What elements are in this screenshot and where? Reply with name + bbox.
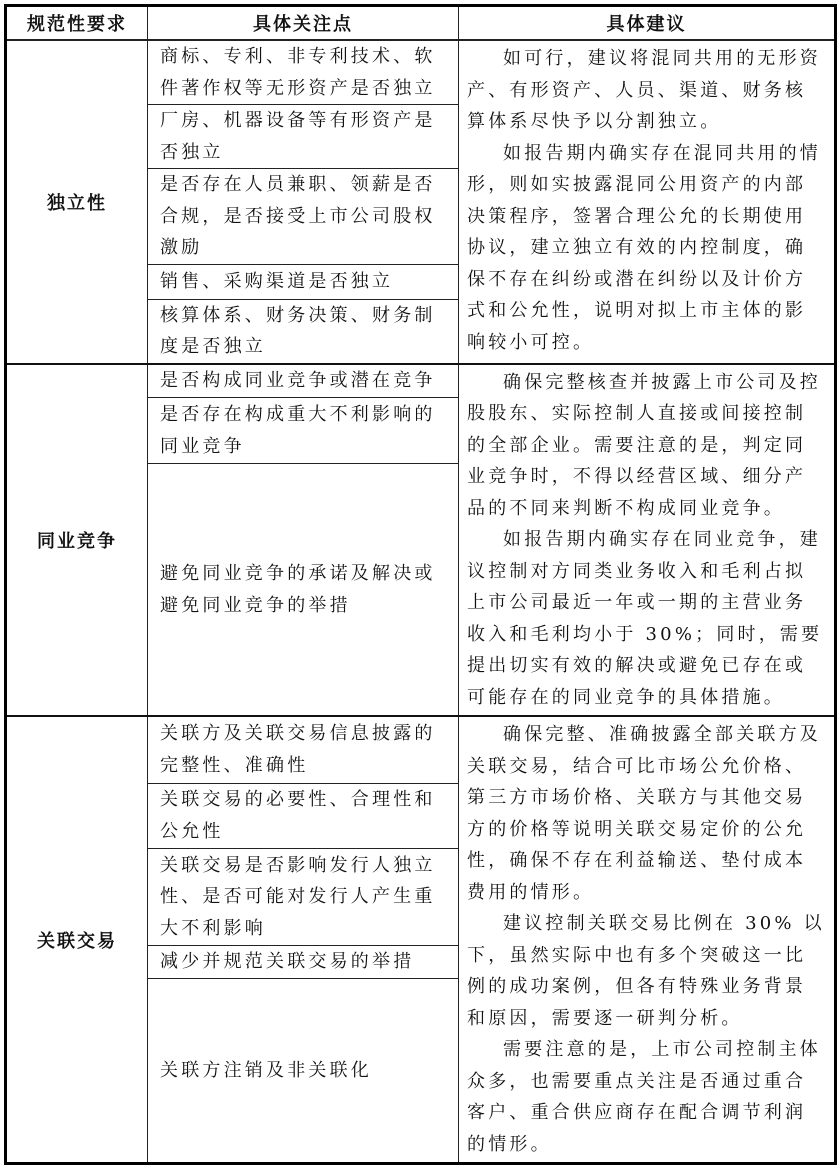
focus-point: 减少并规范关联交易的举措 — [148, 946, 459, 979]
focus-point: 核算体系、财务决策、财务制度是否独立 — [148, 299, 459, 364]
header-focus-points: 具体关注点 — [148, 6, 459, 41]
advice-competition — [459, 364, 836, 717]
header-advice: 具体建议 — [459, 6, 836, 41]
focus-point: 是否存在构成重大不利影响的同业竞争 — [148, 397, 459, 464]
advice-paragraph: 如可行，建议将混同共用的无形资产、有形资产、人员、渠道、财务核算体系尽快予以分割独立。 — [467, 48, 821, 132]
focus-point: 是否构成同业竞争或潜在竞争 — [148, 364, 459, 398]
focus-point: 商标、专利、非专利技术、软件著作权等无形资产是否独立 — [148, 40, 459, 105]
table-row — [6, 364, 836, 398]
advice-paragraph: 如报告期内确实存在同业竞争，建议控制对方同类业务收入和毛利占拟上市公司最近一年或一期的主营业务收入和毛利均小于 30%；同时，需要提出切实有效的解决或避免已存在或可能存在的同业竞争的具体措施。 — [467, 529, 823, 708]
table-row — [6, 716, 836, 783]
focus-point: 关联方及关联交易信息披露的完整性、准确性 — [148, 716, 459, 783]
advice-paragraph: 确保完整核查并披露上市公司及控股股东、实际控制人直接或间接控制的全部企业。需要注意的是，判定同业竞争时，不得以经营区域、细分产品的不同来判断不构成同业竞争。 — [467, 371, 821, 519]
focus-point: 关联交易是否影响发行人独立性、是否可能对发行人产生重大不利影响 — [148, 848, 459, 946]
advice-paragraph: 确保完整、准确披露全部关联方及关联交易，结合可比市场公允价格、第三方市场价格、关联方与其他交易方的价格等说明关联交易定价的公允性，确保不存在利益输送、垫付成本费用的情形。 — [467, 724, 821, 903]
focus-point: 是否存在人员兼职、领薪是否合规，是否接受上市公司股权激励 — [148, 169, 459, 265]
category-related-transactions: 关联交易 — [6, 716, 148, 1164]
requirements-table — [4, 4, 837, 1165]
focus-point: 关联交易的必要性、合理性和公允性 — [148, 783, 459, 848]
category-competition: 同业竞争 — [6, 364, 148, 717]
category-independence: 独立性 — [6, 40, 148, 364]
focus-point: 销售、采购渠道是否独立 — [148, 264, 459, 299]
advice-paragraph: 需要注意的是，上市公司控制主体众多，也需要重点关注是否通过重合客户、重合供应商存在配合调节利润的情形。 — [467, 1039, 821, 1155]
advice-paragraph: 建议控制关联交易比例在 30% 以下，虽然实际中也有多个突破这一比例的成功案例，但各有特殊业务背景和原因，需要逐一研判分析。 — [467, 913, 825, 1029]
advice-paragraph: 如报告期内确实存在混同共用的情形，则如实披露混同公用资产的内部决策程序，签署合理公允的长期使用协议，建立独立有效的内控制度，确保不存在纠纷或潜在纠纷以及计价方式和公允性，说明对拟上市主体的影响较小可控。 — [467, 142, 821, 353]
advice-independence — [459, 40, 836, 364]
advice-related-transactions — [459, 716, 836, 1164]
focus-point: 关联方注销及非关联化 — [148, 979, 459, 1164]
header-row — [6, 6, 836, 41]
focus-point: 厂房、机器设备等有形资产是否独立 — [148, 105, 459, 169]
header-requirement: 规范性要求 — [6, 6, 148, 41]
focus-point: 避免同业竞争的承诺及解决或避免同业竞争的举措 — [148, 464, 459, 716]
table-row — [6, 40, 836, 105]
